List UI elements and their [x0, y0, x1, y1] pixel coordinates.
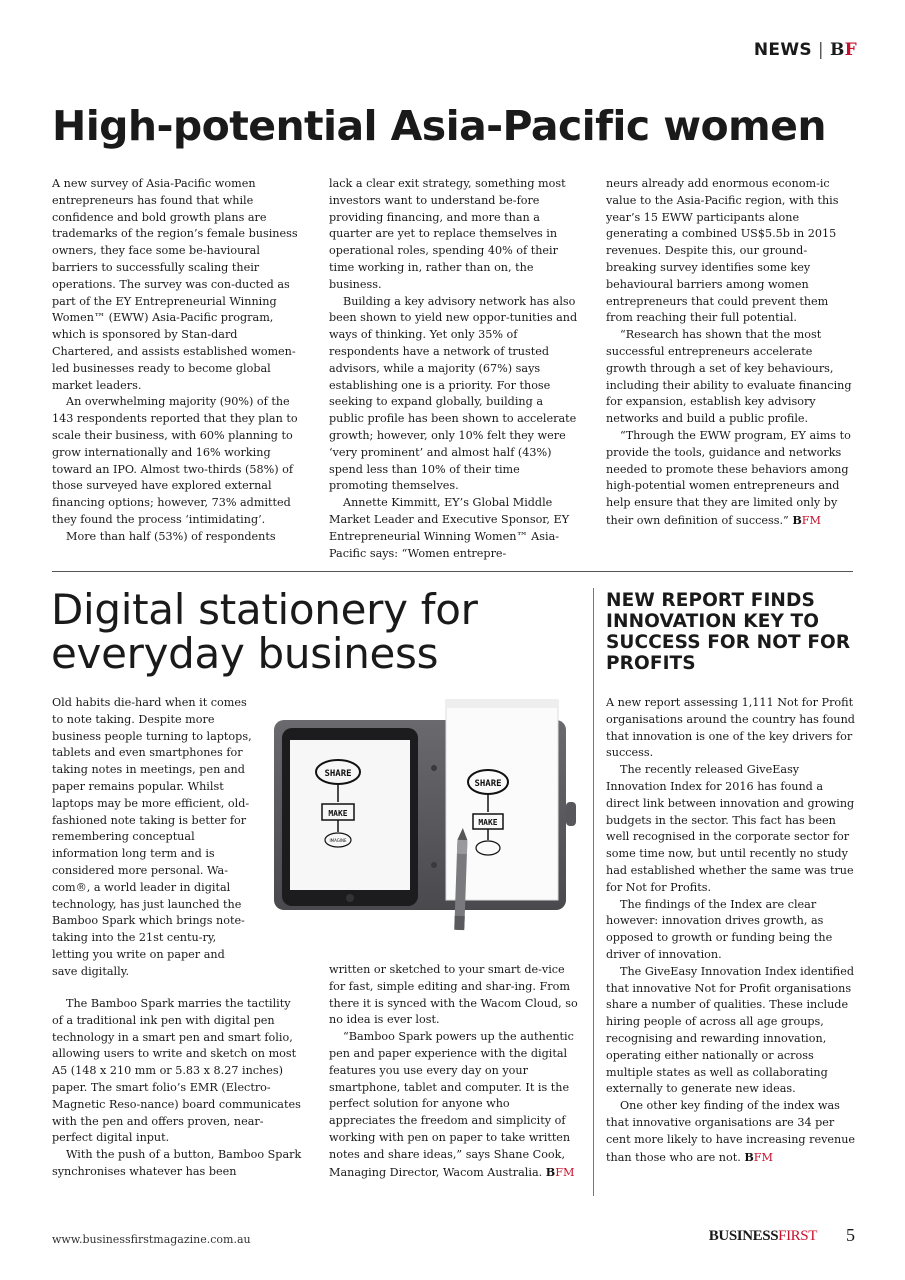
article2-col1-bottom: [52, 996, 302, 1181]
end-mark: BFM: [744, 1149, 773, 1164]
paragraph: Old habits die-hard when it comes to note taking. Despite more business people turning to laptops, tablets and even smartphones for taking notes in meetings, pen and paper remains popular. Whilst laptops may be more efficient, old-fashioned note taking is better for remembering conceptual information long term and is considered more personal. Wa-com®, a world leader in digital technology, has just launched the Bamboo Spark which brings note-taking into the 21st centu-ry, letting you write on paper and save digitally.: [52, 696, 252, 978]
paragraph: A new report assessing 1,111 Not for Profit organisations around the country has found that innovation is one of the key drivers for success.: [606, 696, 855, 760]
sketch-share-text: SHARE: [324, 769, 352, 779]
paragraph: Annette Kimmitt, EY’s Global Middle Market Leader and Executive Sponsor, EY Entrepreneurial Winning Women™ Asia-Pacific says: “Women entrepre-: [329, 496, 570, 560]
paragraph: The findings of the Index are clear however: innovation drives growth, as opposed to growth or funding being the driver of innovation.: [606, 897, 833, 961]
page-number: 5: [846, 1225, 855, 1245]
paragraph: The Bamboo Spark marries the tactility of a traditional ink pen with digital pen technology in a smart pen and smart folio, allowing users to write and sketch on most A5 (148 x 210 mm or 5.83 x 8.27 inches) paper. The smart folio’s EMR (Electro-Magnetic Reso-nance) board communicates with the pen and offers proven, near-perfect digital input.: [52, 997, 301, 1145]
section-divider: [52, 571, 853, 572]
paper-make-text: MAKE: [478, 818, 498, 827]
article3-title: NEW REPORT FINDS INNOVATION KEY TO SUCCESS FOR NOT FOR PROFITS: [606, 590, 851, 674]
paragraph: The GiveEasy Innovation Index identified that innovative Not for Profit organisations share a number of qualities. These include hiring people of across all age groups, recognising and rewarding innovation, operating either nationally or across multiple states as well as collaborating externally to generate new ideas.: [606, 964, 855, 1096]
end-mark: BFM: [792, 512, 822, 527]
paragraph: More than half (53%) of respondents: [66, 529, 276, 543]
footer-brand-logo: BUSINESSFIRST: [708, 1228, 817, 1244]
paragraph: written or sketched to your smart de-vice for fast, simple editing and shar-ing. From there it is synced with the Wacom Cloud, so no idea is ever lost.: [329, 963, 578, 1027]
article2-title: Digital stationery for everyday business: [51, 585, 478, 678]
end-mark: BFM: [545, 1164, 575, 1179]
footer-url: www.businessfirstmagazine.com.au: [52, 1233, 251, 1246]
folio-clasp: [566, 802, 576, 826]
paragraph: lack a clear exit strategy, something most investors want to understand be-fore providing financing, and more than a quarter are yet to replace themselves in operational roles, spending 40% of their time working in, rather than on, the business.: [329, 177, 566, 291]
article1-title: High-potential Asia-Pacific women: [52, 102, 826, 150]
article2-col1-top: [52, 695, 252, 981]
bf-logo: BF: [829, 40, 857, 60]
paragraph: “Bamboo Spark powers up the authentic pen and paper experience with the digital features you use every day on your smartphone, tablet and computer. It is the perfect solution for anyone who appreciates the freedom and simplicity of working with pen on paper to take written notes and share ideas,” says Shane Cook, Managing Director, Wacom Australia. BFM: [329, 1030, 575, 1179]
column-divider: [593, 588, 594, 1196]
section-label: NEWS: [753, 40, 812, 60]
section-tag: NEWS | BF: [753, 40, 857, 60]
article1-col1: [52, 176, 302, 546]
paragraph: The recently released GiveEasy Innovation Index for 2016 has found a direct link between innovation and growing budgets in the sector. This fact has been well recognised in the corporate sector for some time now, but until recently no study had established whether the same was true for Not for Profits.: [606, 763, 855, 894]
sketch-imagine-text: IMAGINE: [329, 838, 347, 843]
article2-col2: [329, 962, 579, 1181]
article1-col3: [606, 176, 856, 530]
article1-col2: [329, 176, 579, 562]
paragraph: An overwhelming majority (90%) of the 143 respondents reported that they plan to scale their business, with 60% planning to grow internationally and 16% working toward an IPO. Almost two-thirds (58%) of those surveyed have explored external financing options; however, 73% admitted they found the process ‘intimidating’.: [52, 395, 298, 526]
paragraph: A new survey of Asia-Pacific women entrepreneurs has found that while confidence and bold growth plans are trademarks of the region’s female business owners, they face some be-havioural barriers to successfully scaling their operations. The survey was con-ducted as part of the EY Entrepreneurial Winning Women™ (EWW) Asia-Pacific program, which is sponsored by Stan-dard Chartered, and assists established women-led businesses ready to become global market leaders.: [52, 177, 298, 392]
sketch-make-text: MAKE: [328, 809, 348, 818]
paragraph: neurs already add enormous econom-ic value to the Asia-Pacific region, with this year’s 15 EWW participants alone generating a combined US$5.5b in 2015 revenues. Despite this, our ground-breaking survey identifies some key behavioural barriers among women entrepreneurs that could prevent them from reaching their full potential.: [606, 177, 839, 325]
paper-share-text: SHARE: [474, 779, 502, 789]
paragraph: “Research has shown that the most successful entrepreneurs accelerate growth through a set of key behaviours, including their ability to evaluate financing for expansion, establish key advisory networks and build a public profile.: [606, 328, 852, 426]
bamboo-spark-image: [270, 690, 585, 955]
paragraph: With the push of a button, Bamboo Spark synchronises whatever has been: [52, 1148, 302, 1178]
paragraph: “Through the EWW program, EY aims to provide the tools, guidance and networks needed to promote these behaviors among high-potential women entrepreneurs and help ensure that they are limited only by their own definition of success.” BFM: [606, 428, 851, 527]
paragraph: Building a key advisory network has also been shown to yield new oppor-tunities and ways of thinking. Yet only 35% of respondents have a network of trusted advisors, while a majority (67%) says establishing one is a priority. For those seeking to expand globally, building a public profile has been shown to accelerate growth; however, only 10% felt they were ‘very prominent’ and almost half (43%) spend less than 10% of their time promoting themselves.: [329, 294, 578, 493]
bamboo-spark-illustration: [270, 690, 585, 955]
article3-body: [606, 695, 856, 1166]
paragraph: One other key finding of the index was that innovative organisations are 34 per cent more likely to have increasing revenue than those who are not. BFM: [606, 1099, 856, 1164]
